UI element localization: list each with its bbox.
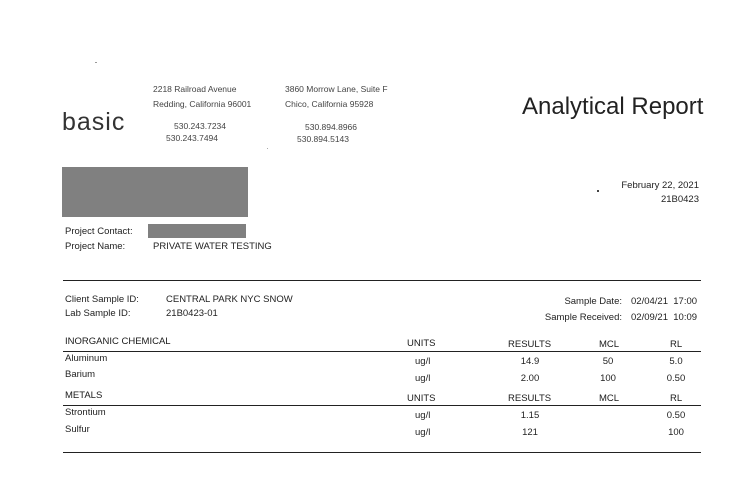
sample-date-value: 02/04/21 17:00: [631, 296, 698, 307]
table-row-rl: 100: [668, 427, 684, 438]
lab-address-chico: [285, 82, 388, 112]
lab-phones-redding: [166, 120, 226, 144]
col-results-header: RESULTS: [508, 339, 552, 350]
table-row-result: 14.9: [520, 356, 540, 367]
lab-address-redding: [153, 82, 251, 112]
scan-speck: [267, 148, 268, 149]
table-row-units: ug/l: [415, 410, 431, 421]
fax-number: 530.243.7494: [166, 133, 218, 143]
project-name-value: PRIVATE WATER TESTING: [153, 241, 272, 252]
col-results-header: RESULTS: [508, 393, 552, 404]
address-line: Chico, California 95928: [285, 99, 374, 109]
table-row-result: 121: [522, 427, 538, 438]
fax-number: 530.894.5143: [297, 134, 349, 144]
table-row-analyte: Sulfur: [65, 424, 90, 435]
lab-sample-id-label: Lab Sample ID:: [65, 308, 131, 319]
address-line: 2218 Railroad Avenue: [153, 84, 237, 94]
table-row-units: ug/l: [415, 356, 431, 367]
table-row-units: ug/l: [415, 373, 431, 384]
scan-speck: [95, 62, 97, 63]
redacted-client-block: [62, 167, 248, 217]
sample-date-label: Sample Date:: [564, 296, 622, 307]
project-contact-label: Project Contact:: [65, 226, 133, 237]
table-row-rl: 0.50: [666, 410, 686, 421]
divider: [63, 405, 701, 406]
section-heading: INORGANIC CHEMICAL: [65, 336, 171, 347]
table-row-result: 1.15: [520, 410, 540, 421]
table-row-analyte: Strontium: [65, 407, 106, 418]
divider: [63, 280, 701, 281]
col-mcl-header: MCL: [599, 339, 620, 350]
redacted-contact: [148, 224, 246, 238]
table-row-rl: 5.0: [669, 356, 683, 367]
table-row-rl: 0.50: [666, 373, 686, 384]
lab-phones-chico: [297, 121, 357, 145]
client-sample-id-value: CENTRAL PARK NYC SNOW: [166, 294, 293, 305]
project-name-label: Project Name:: [65, 241, 126, 252]
col-units-header: UNITS: [407, 338, 436, 349]
table-row-analyte: Aluminum: [65, 353, 108, 364]
table-row-analyte: Barium: [65, 369, 96, 380]
client-sample-id-label: Client Sample ID:: [65, 294, 139, 305]
divider: [63, 452, 701, 453]
phone-number: 530.243.7234: [174, 121, 226, 131]
sample-received-value: 02/09/21 10:09: [631, 312, 698, 323]
lab-sample-id-value: 21B0423-01: [166, 308, 218, 319]
section-heading: METALS: [65, 390, 103, 401]
col-units-header: UNITS: [407, 393, 436, 404]
lab-logo: basic: [62, 108, 126, 136]
report-title: Analytical Report: [522, 93, 704, 120]
table-row-mcl: 100: [600, 373, 616, 384]
report-date: February 22, 2021: [621, 180, 699, 191]
table-row-units: ug/l: [415, 427, 431, 438]
sample-received-label: Sample Received:: [544, 312, 622, 323]
phone-number: 530.894.8966: [305, 122, 357, 132]
divider: [63, 351, 701, 352]
col-rl-header: RL: [670, 393, 683, 404]
table-row-result: 2.00: [520, 373, 540, 384]
address-line: 3860 Morrow Lane, Suite F: [285, 84, 388, 94]
col-mcl-header: MCL: [599, 393, 620, 404]
report-number: 21B0423: [660, 194, 699, 205]
address-line: Redding, California 96001: [153, 99, 252, 109]
table-row-mcl: 50: [602, 356, 614, 367]
col-rl-header: RL: [670, 339, 683, 350]
